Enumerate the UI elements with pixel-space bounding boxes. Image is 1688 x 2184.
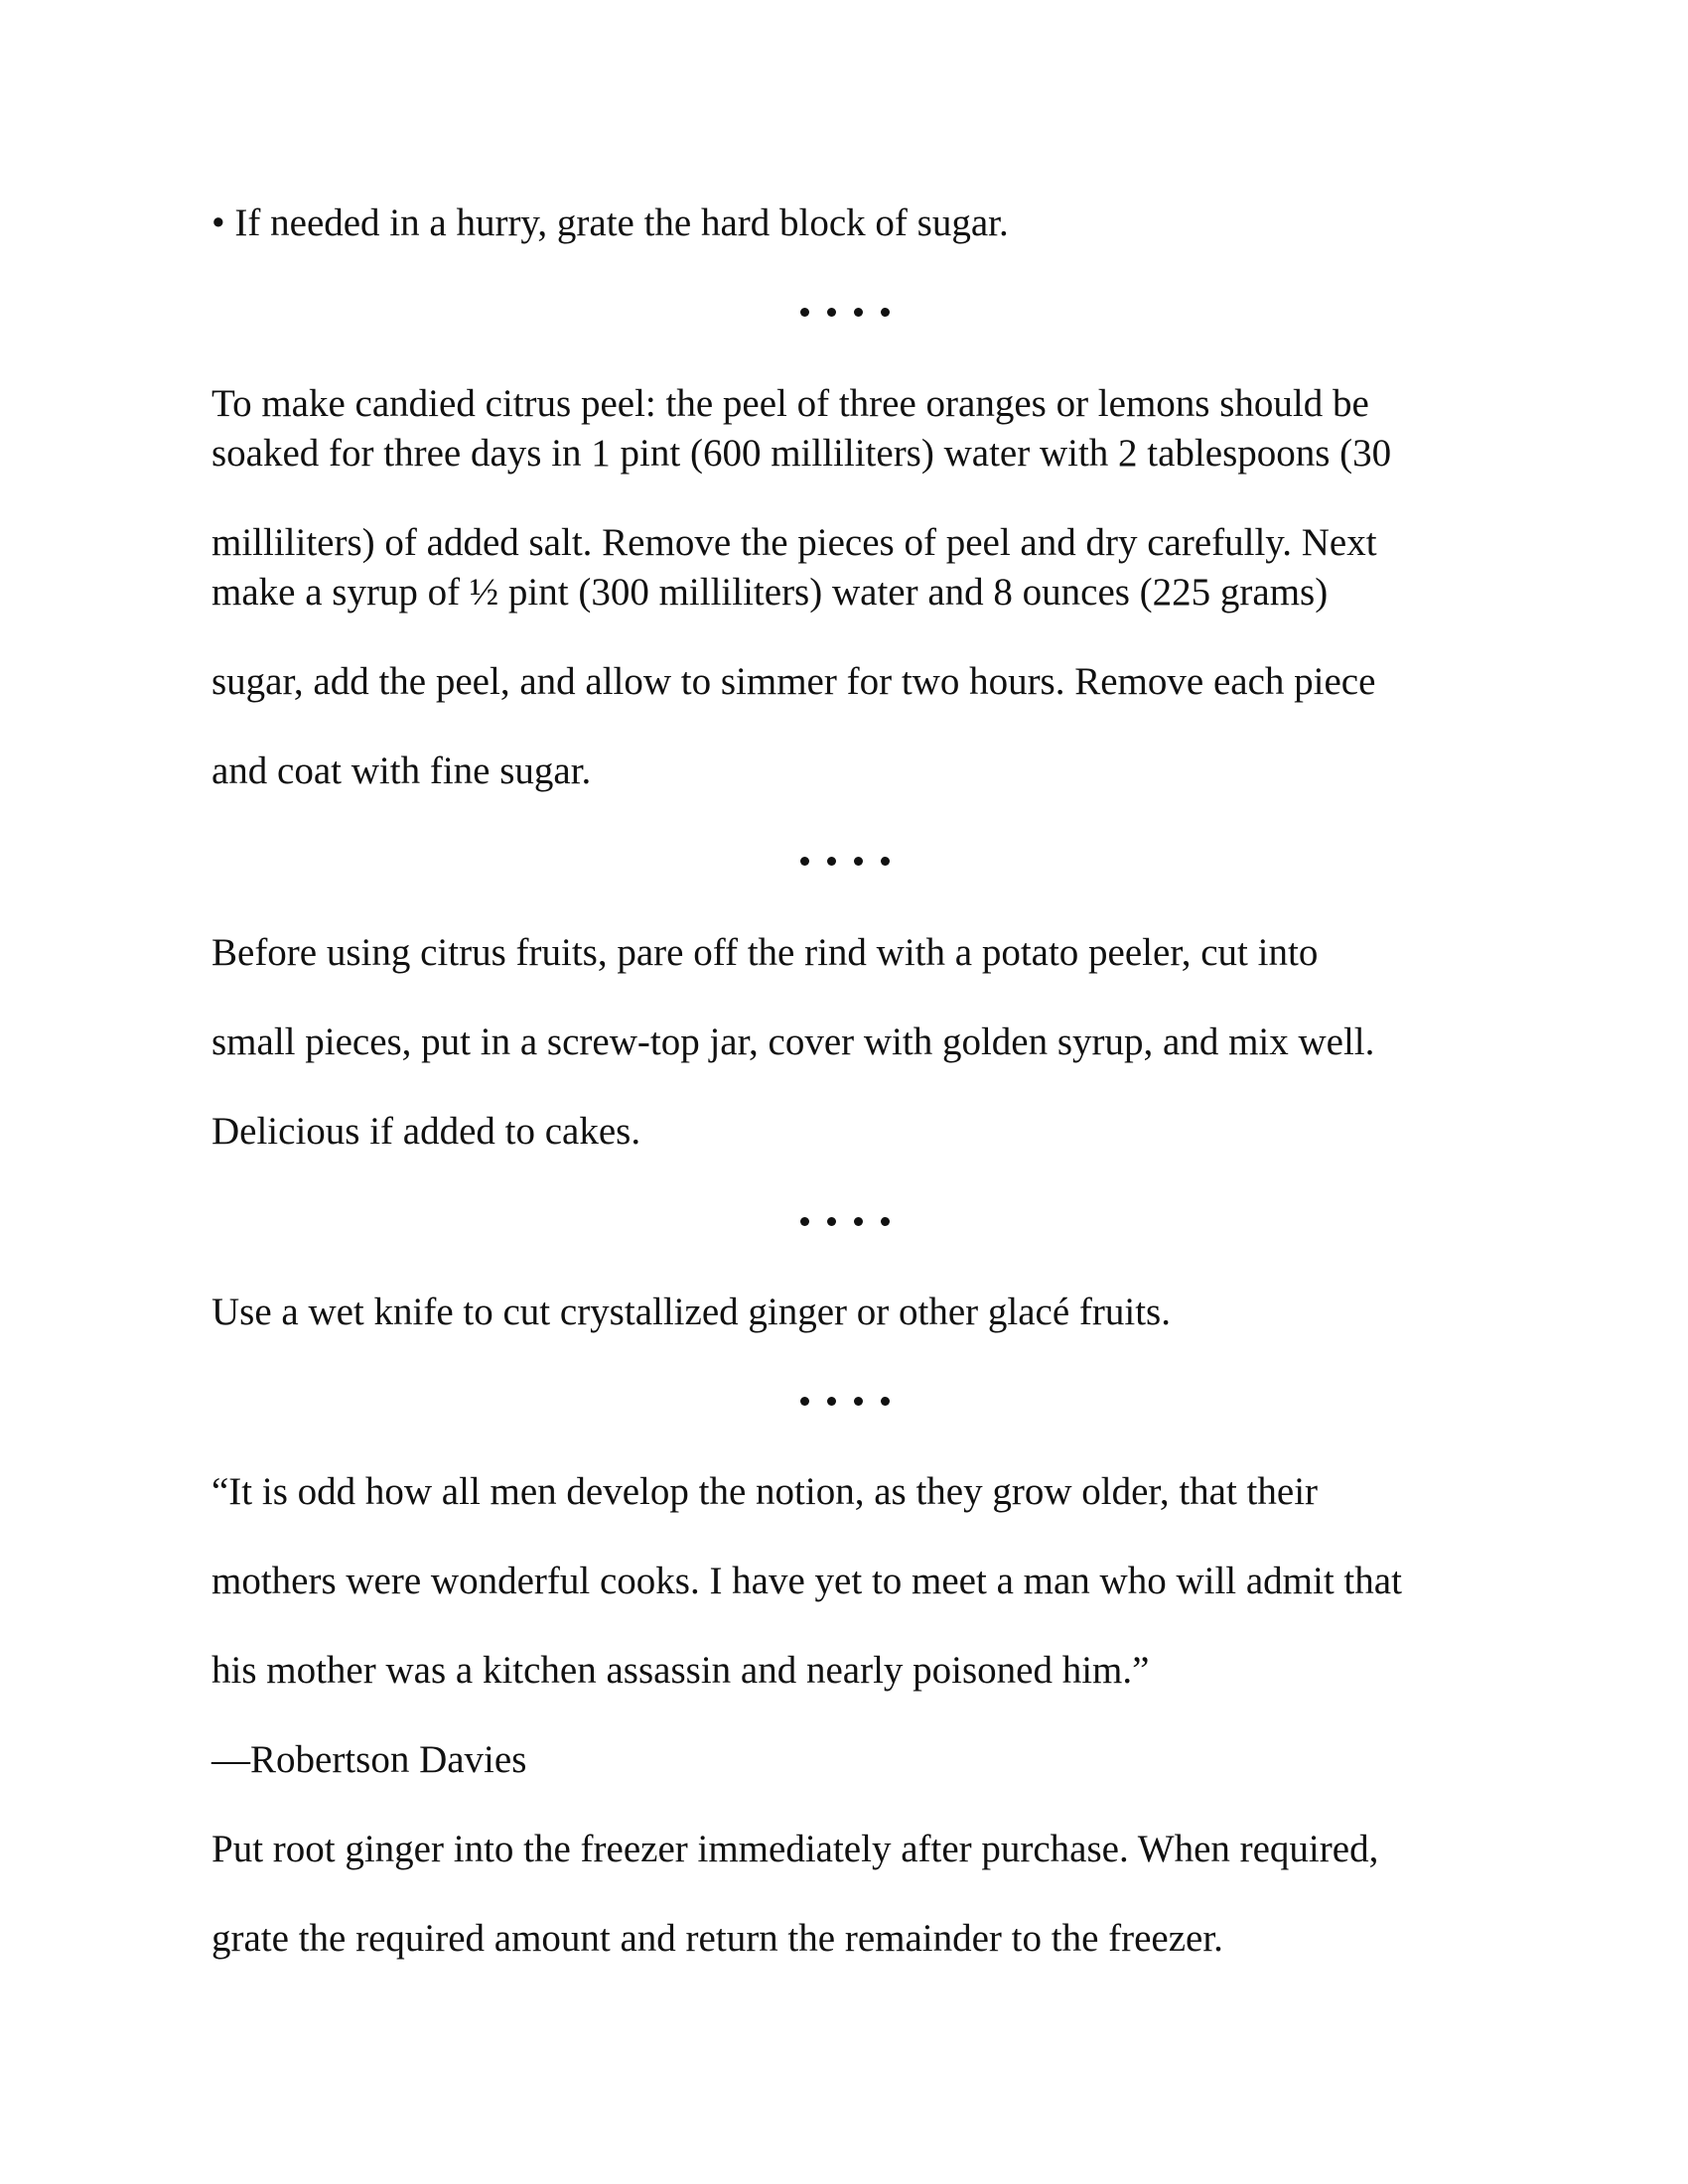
separator-dot bbox=[800, 857, 809, 866]
paragraph-line: sugar, add the peel, and allow to simmer for two hours. Remove each piece bbox=[211, 660, 1376, 703]
separator-dot bbox=[827, 857, 836, 866]
section-separator bbox=[800, 854, 890, 868]
separator-dot bbox=[854, 1217, 863, 1226]
paragraph-line: Before using citrus fruits, pare off the rind with a potato peeler, cut into bbox=[211, 931, 1319, 974]
paragraph-line: and coat with fine sugar. bbox=[211, 750, 592, 792]
separator-dot bbox=[800, 1397, 809, 1406]
quote-attribution: —Robertson Davies bbox=[211, 1738, 527, 1781]
paragraph-line: soaked for three days in 1 pint (600 milliliters) water with 2 tablespoons (30 bbox=[211, 432, 1392, 475]
paragraph-line: Put root ginger into the freezer immediately after purchase. When required, bbox=[211, 1828, 1379, 1870]
quote-line: mothers were wonderful cooks. I have yet to meet a man who will admit that bbox=[211, 1560, 1402, 1602]
section-separator bbox=[800, 1394, 890, 1408]
separator-dot bbox=[854, 1397, 863, 1406]
separator-dot bbox=[881, 1397, 890, 1406]
paragraph-line: To make candied citrus peel: the peel of three oranges or lemons should be bbox=[211, 382, 1369, 425]
separator-dot bbox=[881, 308, 890, 317]
section-separator bbox=[800, 305, 890, 319]
paragraph-line: small pieces, put in a screw-top jar, cover with golden syrup, and mix well. bbox=[211, 1021, 1375, 1063]
separator-dot bbox=[800, 1217, 809, 1226]
quote-line: his mother was a kitchen assassin and nearly poisoned him.” bbox=[211, 1649, 1150, 1692]
separator-dot bbox=[827, 1397, 836, 1406]
paragraph-line: grate the required amount and return the remainder to the freezer. bbox=[211, 1917, 1223, 1960]
tip-grate-sugar: • If needed in a hurry, grate the hard block of sugar. bbox=[211, 202, 1009, 244]
paragraph-line: milliliters) of added salt. Remove the pieces of peel and dry carefully. Next bbox=[211, 521, 1377, 564]
section-separator bbox=[800, 1214, 890, 1228]
paragraph-line: make a syrup of ½ pint (300 milliliters) water and 8 ounces (225 grams) bbox=[211, 571, 1329, 614]
quote-line: “It is odd how all men develop the notion, as they grow older, that their bbox=[211, 1470, 1319, 1513]
separator-dot bbox=[854, 308, 863, 317]
wet-knife-tip: Use a wet knife to cut crystallized ginger or other glacé fruits. bbox=[211, 1291, 1171, 1333]
paragraph-line: Delicious if added to cakes. bbox=[211, 1110, 641, 1153]
separator-dot bbox=[827, 308, 836, 317]
separator-dot bbox=[800, 308, 809, 317]
separator-dot bbox=[854, 857, 863, 866]
separator-dot bbox=[881, 857, 890, 866]
separator-dot bbox=[827, 1217, 836, 1226]
separator-dot bbox=[881, 1217, 890, 1226]
